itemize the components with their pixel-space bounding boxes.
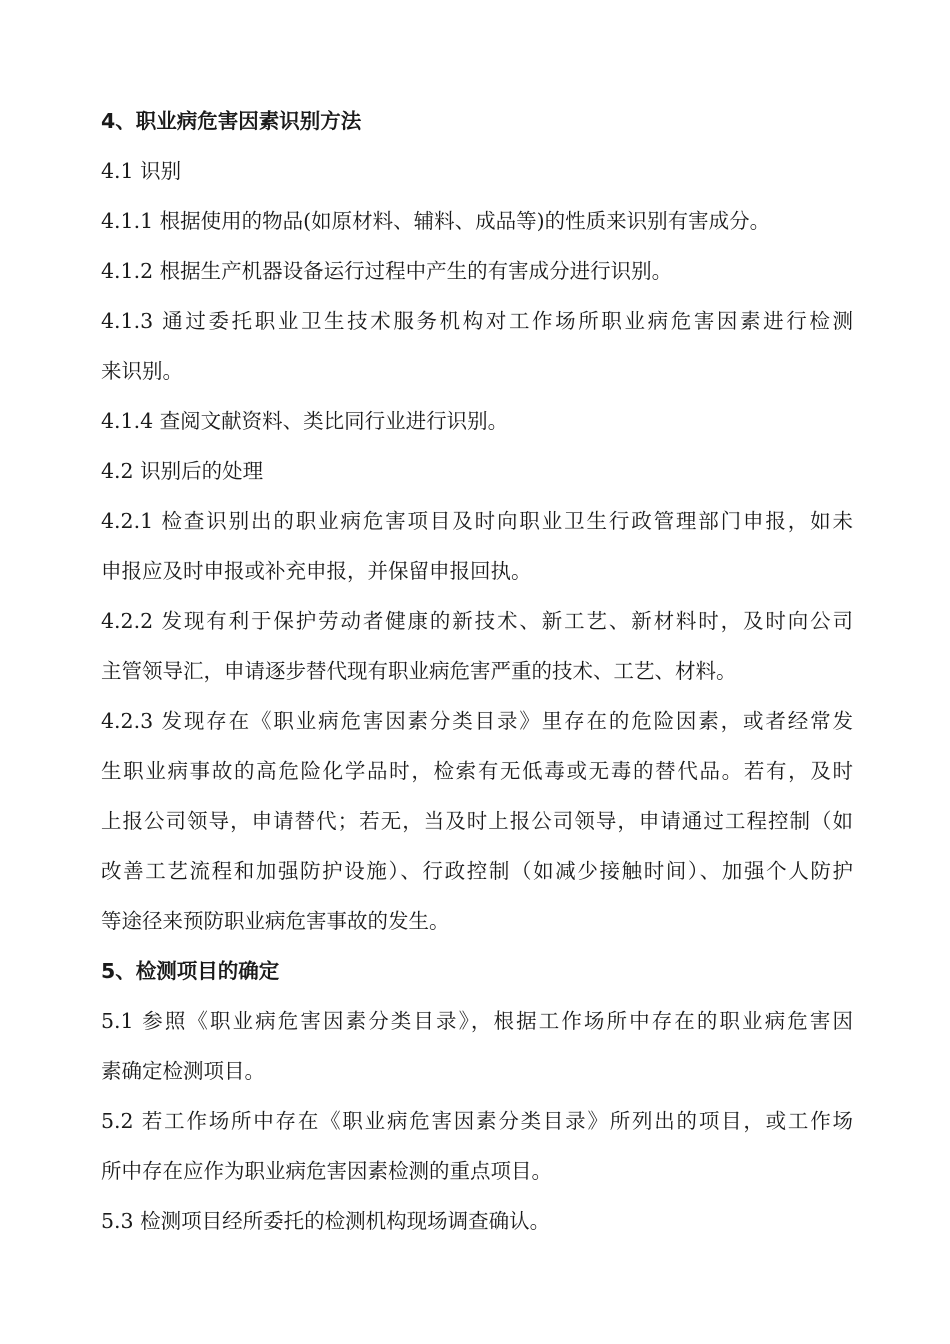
paragraph-line: 4.1.3 通过委托职业卫生技术服务机构对工作场所职业病危害因素进行检测 [101, 309, 853, 333]
clause-5-1 [101, 996, 853, 1096]
paragraph-line: 上报公司领导，申请替代；若无，当及时上报公司领导，申请通过工程控制（如 [101, 809, 853, 833]
paragraph-line: 所中存在应作为职业病危害因素检测的重点项目。 [101, 1159, 552, 1183]
clause-5-3: 5.3 检测项目经所委托的检测机构现场调查确认。 [101, 1209, 551, 1233]
clause-4-1-2: 4.1.2 根据生产机器设备运行过程中产生的有害成分进行识别。 [101, 259, 673, 283]
document-page [101, 96, 853, 1246]
paragraph-line: 改善工艺流程和加强防护设施）、行政控制（如减少接触时间）、加强个人防护 [101, 859, 853, 883]
section-4-heading: 4、职业病危害因素识别方法 [101, 109, 362, 133]
paragraph-line: 4.2.3 发现存在《职业病危害因素分类目录》里存在的危险因素，或者经常发 [101, 709, 853, 733]
paragraph-line: 主管领导汇，申请逐步替代现有职业病危害严重的技术、工艺、材料。 [101, 659, 737, 683]
paragraph-line: 素确定检测项目。 [101, 1059, 265, 1083]
clause-4-1: 4.1 识别 [101, 159, 182, 183]
clause-4-1-1: 4.1.1 根据使用的物品(如原材料、辅料、成品等)的性质来识别有害成分。 [101, 209, 771, 233]
clause-4-2: 4.2 识别后的处理 [101, 459, 264, 483]
paragraph-line: 申报应及时申报或补充申报，并保留申报回执。 [101, 559, 532, 583]
paragraph-line: 4.2.2 发现有利于保护劳动者健康的新技术、新工艺、新材料时，及时向公司 [101, 609, 853, 633]
clause-5-2 [101, 1096, 853, 1196]
paragraph-line: 来识别。 [101, 359, 183, 383]
paragraph-line: 生职业病事故的高危险化学品时，检索有无低毒或无毒的替代品。若有，及时 [101, 759, 853, 783]
paragraph-line: 等途径来预防职业病危害事故的发生。 [101, 909, 450, 933]
clause-4-2-1 [101, 496, 853, 596]
clause-4-2-2 [101, 596, 853, 696]
section-5-heading: 5、检测项目的确定 [101, 959, 280, 983]
clause-4-1-3 [101, 296, 853, 396]
clause-4-1-4: 4.1.4 查阅文献资料、类比同行业进行识别。 [101, 409, 509, 433]
paragraph-line: 5.1 参照《职业病危害因素分类目录》，根据工作场所中存在的职业病危害因 [101, 1009, 853, 1033]
clause-4-2-3 [101, 696, 853, 946]
paragraph-line: 5.2 若工作场所中存在《职业病危害因素分类目录》所列出的项目，或工作场 [101, 1109, 853, 1133]
paragraph-line: 4.2.1 检查识别出的职业病危害项目及时向职业卫生行政管理部门申报，如未 [101, 509, 853, 533]
